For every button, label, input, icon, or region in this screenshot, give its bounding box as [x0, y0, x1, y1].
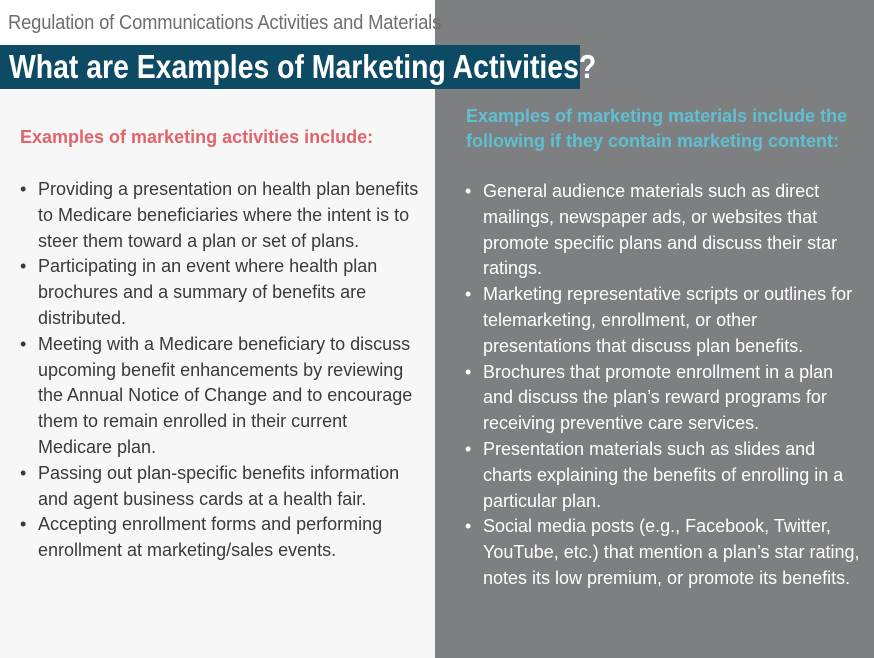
page-title: What are Examples of Marketing Activities? [9, 48, 597, 85]
page-subtitle: Regulation of Communications Activities and Materials [8, 12, 442, 34]
header-bar [0, 0, 442, 44]
list-item: • Accepting enrollment forms and performing enrollment at marketing/sales events. [20, 512, 420, 564]
list-item: • Meeting with a Medicare beneficiary to discuss upcoming benefit enhancements by reviewing the Annual Notice of Change and to encourage them to remain enrolled in their current Medicare plan. [20, 332, 420, 461]
materials-heading: Examples of marketing materials include the following if they contain marketing content: [466, 106, 848, 151]
list-item: • Brochures that promote enrollment in a plan and discuss the plan’s reward programs for receiving preventive care services. [465, 360, 865, 437]
title-bar [0, 45, 597, 89]
list-item: • Participating in an event where health plan brochures and a summary of benefits are distributed. [20, 254, 420, 331]
materials-list [465, 179, 865, 592]
list-item: • Presentation materials such as slides and charts explaining the benefits of enrolling in a particular plan. [465, 437, 865, 514]
list-item: • General audience materials such as direct mailings, newspaper ads, or websites that promote specific plans and discuss their star ratings. [465, 179, 865, 282]
list-item: • Social media posts (e.g., Facebook, Twitter, YouTube, etc.) that mention a plan’s star rating, notes its low premium, or promote its benefits. [465, 514, 865, 591]
list-item: • Marketing representative scripts or outlines for telemarketing, enrollment, or other presentations that discuss plan benefits. [465, 282, 865, 359]
activities-heading: Examples of marketing activities include: [20, 127, 374, 147]
list-item: • Passing out plan-specific benefits information and agent business cards at a health fair. [20, 461, 420, 513]
list-item: • Providing a presentation on health plan benefits to Medicare beneficiaries where the intent is to steer them toward a plan or set of plans. [20, 177, 420, 254]
activities-list [20, 177, 420, 564]
